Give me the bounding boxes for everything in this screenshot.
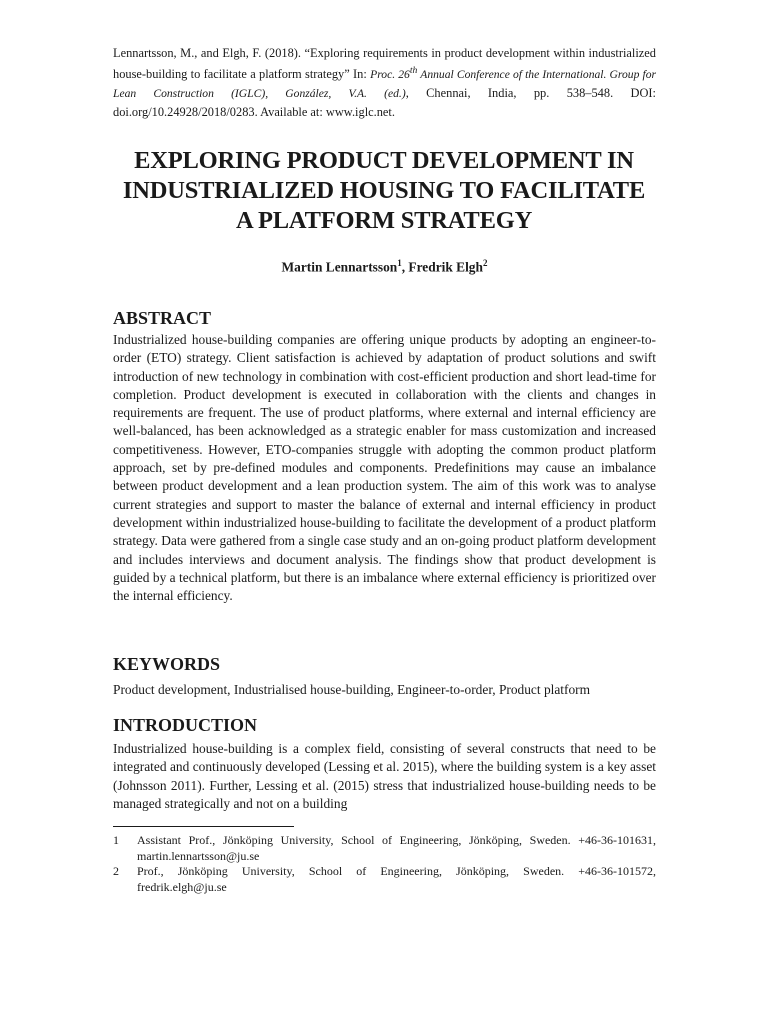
keywords-heading: KEYWORDS (113, 654, 221, 674)
author-affiliation-mark: 1 (397, 258, 402, 268)
title-line-1: EXPLORING PRODUCT DEVELOPMENT IN (134, 147, 634, 174)
footnote-divider (113, 826, 294, 827)
citation-header (113, 44, 656, 121)
abstract-text: Industrialized house-building companies are offering unique products by adopting an engineer-to-order (ETO) strategy. Client satisfaction is achieved by adaptation of product solutions and swift introduction of new technology in combination with cost-efficient production and short lead-time for completion. Product development is executed in collaboration with the clients and changes in requirements are frequent. The use of product platforms, where external and internal efficiency are well-balanced, has been acknowledged as a strategic enabler for mass customization and increased competitiveness. However, ETO-companies struggle with adopting the common product platform approach, set by pre-defined modules and components. Predefinitions may cause an imbalance between product development and a lean production system. The aim of this work was to analyse current strategies and support to master the balance of external and internal efficiency in product development within industrialized house-building to facilitate the development of a product platform strategy. Data were gathered from a single case study and an on-going product platform development and includes interviews and document analysis. The findings show that product development is guided by a technical platform, but there is an imbalance where external efficiency is prioritized over the internal efficiency. (113, 332, 656, 604)
author-list: Martin Lennartsson$^1$, Fredrik Elgh$^2$ (281, 258, 488, 275)
footnote-text: Assistant Prof., Jönköping University, School of Engineering, Jönköping, Sweden. +46-36-101631, martin.lennartsson@ju.se (137, 833, 656, 863)
paper-title (100, 146, 668, 236)
citation-text-part1: Lennartsson, M., and Elgh, F. (2018). “Exploring requirements in product development within industrialized house-building to facilitate a platform strategy” In: (113, 46, 656, 81)
footnote-number: 1 (113, 833, 119, 847)
keywords-text: Product development, Industrialised house-building, Engineer-to-order, Product platform (113, 682, 591, 697)
footnote (113, 833, 656, 864)
author-name: Fredrik Elgh (408, 259, 483, 275)
footnote-text: Prof., Jönköping University, School of Engineering, Jönköping, Sweden. +46-36-101572, fredrik.elgh@ju.se (137, 864, 656, 894)
author-name: Martin Lennartsson (281, 259, 398, 275)
footnote-number: 2 (113, 864, 119, 878)
author-affiliation-mark: 2 (482, 258, 488, 268)
footnote (113, 864, 656, 895)
citation-text-part2: , Chennai, India, pp. 538–548. DOI: doi.org/10.24928/2018/0283. Available at: www.iglc.net. (113, 85, 656, 119)
introduction-heading: INTRODUCTION (113, 715, 258, 735)
introduction-text: Industrialized house-building is a complex field, consisting of several constructs that need to be integrated and continuously developed (Lessing et al. 2015), where the building system is a key asset (Johnsson 2011). Further, Lessing et al. (2015) stress that industrialized house-building needs to be managed strategically and not on a building (113, 741, 656, 811)
abstract-heading: ABSTRACT (113, 308, 212, 328)
citation-proceedings: Proc. 26th Annual Conference of the International. Group for Lean Construction (IGLC), González, V.A. (ed.) (113, 65, 657, 100)
title-line-2: INDUSTRIALIZED HOUSING TO FACILITATE (122, 177, 646, 204)
title-line-3: A PLATFORM STRATEGY (235, 207, 533, 234)
